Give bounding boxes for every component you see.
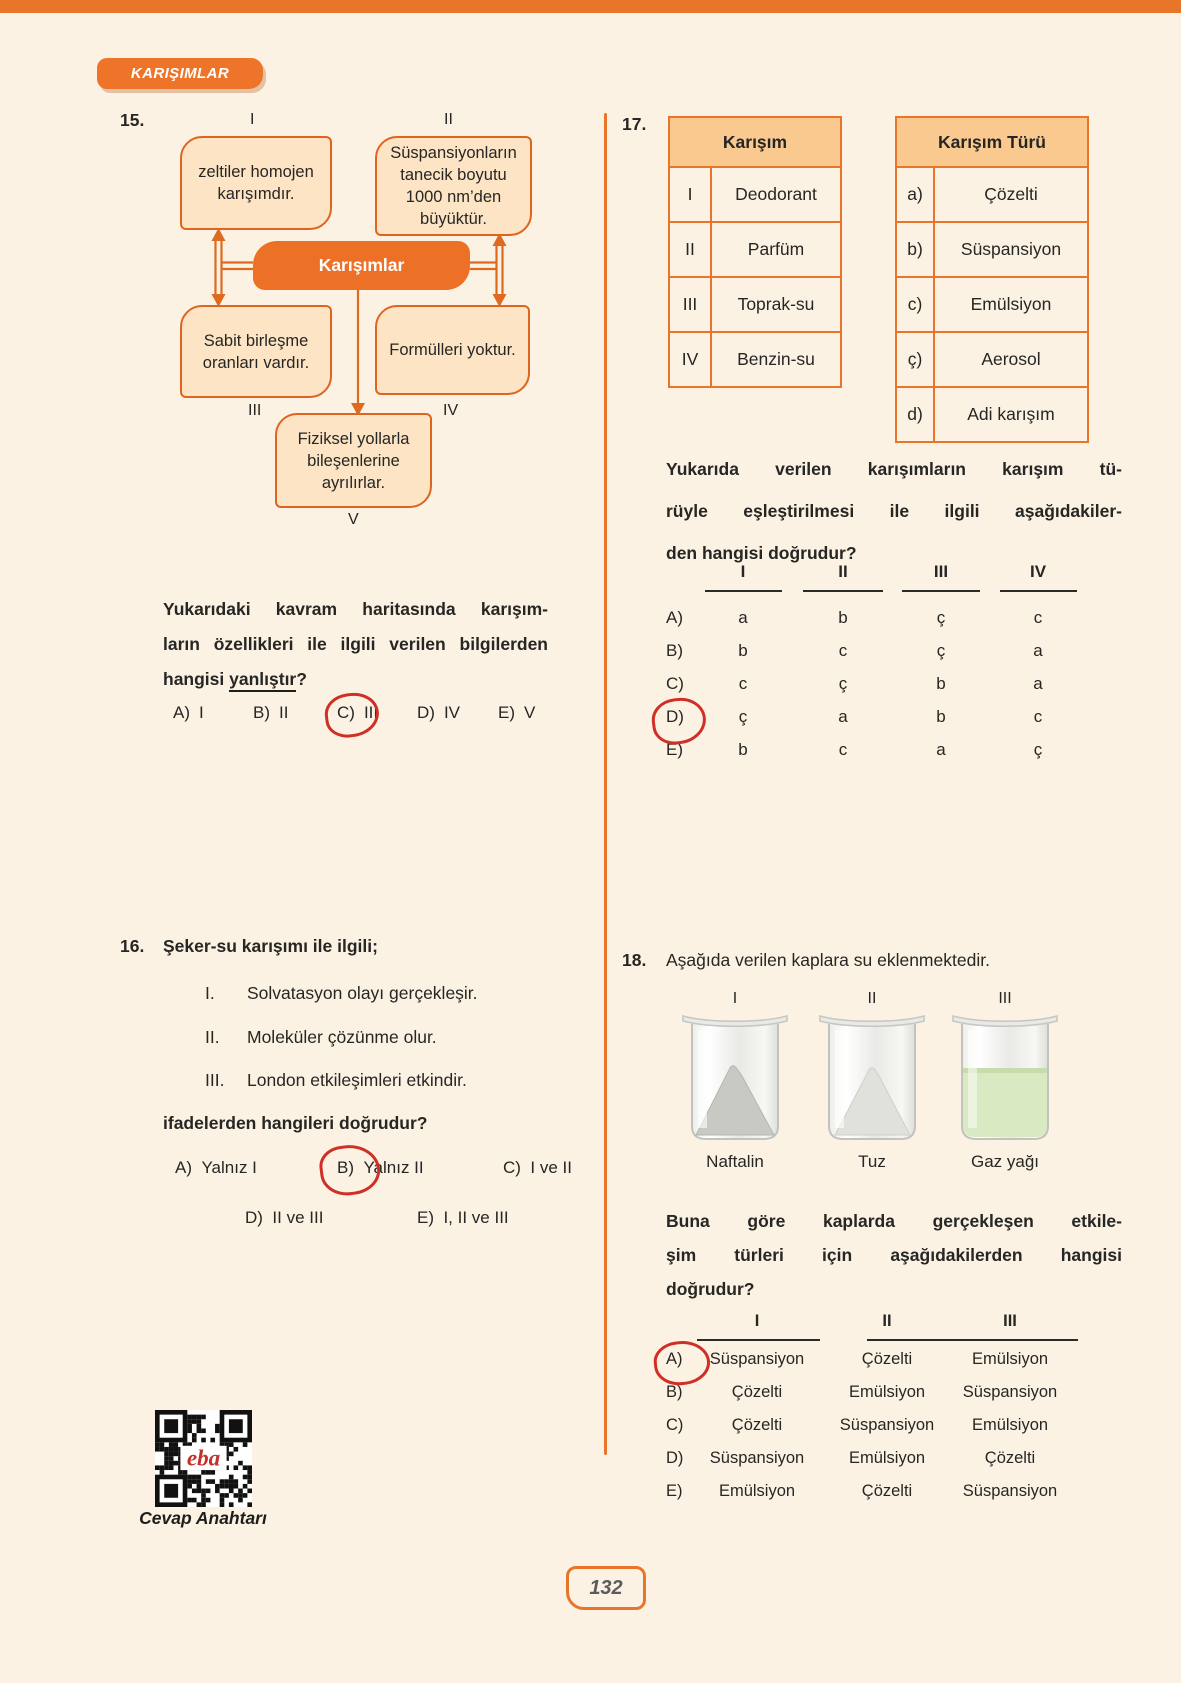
concept-node-label-2: II: [444, 111, 453, 128]
q18-option-row-a: A) Süspansiyon Çözelti Emülsiyon: [666, 1350, 1049, 1368]
q17-option-row-b: B) b c ç a: [666, 641, 1043, 660]
q18-option-row-e: E) Emülsiyon Çözelti Süspansiyon: [666, 1482, 1058, 1500]
q16-question-text: ifadelerden hangileri doğrudur?: [163, 1113, 428, 1133]
q15-option-e: E) V: [498, 703, 536, 722]
q18-question-text: Buna göre kaplarda gerçekleşen etkile- şim türleri için aşağıdakilerden hangisi doğrudur?: [666, 1211, 1122, 1299]
answer-key-label: Cevap Anahtarı: [139, 1508, 267, 1528]
beaker-glass-icon: [812, 1012, 932, 1148]
q16-block: 16. Şeker-su karışımı ile ilgili; I. Solvatasyon olayı gerçekleşir. II. Moleküler çözünme olur. III. London etkileşimleri etkindir. ifadelerden hangileri doğrudur? A) Yalnız I B) Yalnız II C) I ve II D) II ve III E) I, II ve III: [120, 936, 572, 1227]
concept-node-label-1: I: [250, 111, 255, 128]
table-row: a) Çözelti: [897, 168, 1087, 221]
beaker-substance-3: Gaz yağı: [970, 1152, 1040, 1171]
q17-option-row-c: C) c ç b a: [666, 674, 1043, 693]
chapter-tab-label: KARIŞIMLAR: [130, 65, 230, 82]
concept-node-label-4: IV: [443, 402, 459, 419]
q17-answer-matrix: I II III IV A) a b ç c B) b c ç a C) c ç b a D) ç a b c E) b c a ç: [666, 562, 1086, 772]
concept-node-1: zeltiler homojen karışımdır.: [180, 136, 332, 230]
q17-table-karisim: [668, 116, 842, 388]
q15-underlined-word: yanlıştır: [229, 669, 296, 692]
column-underline: [697, 1339, 820, 1341]
q15-options: [173, 703, 563, 743]
table-row: IV Benzin-su: [670, 331, 840, 386]
q17-option-row-a: A) a b ç c: [666, 608, 1043, 627]
q15-concept-map: [155, 113, 550, 533]
q15-option-c: C) III: [337, 703, 379, 722]
q16-option-e: E) I, II ve III: [417, 1208, 509, 1227]
q17-table-karisim-turu: [895, 116, 1089, 443]
beaker-label-1: I: [732, 990, 738, 1007]
q15-number: 15.: [120, 110, 145, 130]
column-divider: [604, 113, 607, 1455]
q18-option-row-c: C) Çözelti Süspansiyon Emülsiyon: [666, 1416, 1049, 1434]
qr-code: [155, 1410, 252, 1507]
q16-option-c: C) I ve II: [503, 1158, 572, 1177]
table-row: II Parfüm: [670, 221, 840, 276]
beaker-substance-1: Naftalin: [706, 1152, 764, 1171]
concept-map-root: Karışımlar: [253, 241, 470, 290]
beaker-glass-icon: [945, 1012, 1065, 1148]
q18-beakers: [660, 990, 1080, 1185]
chapter-tab: [97, 58, 263, 89]
q15-question-line3: hangisi yanlıştır?: [163, 662, 548, 697]
table-row: I Deodorant: [670, 168, 840, 221]
column-underline: [803, 590, 883, 592]
q16-option-d: D) II ve III: [245, 1208, 324, 1227]
column-underline: [1000, 590, 1077, 592]
q15-option-b: B) II: [253, 703, 289, 722]
table-row: b) Süspansiyon: [897, 221, 1087, 276]
q15-question-line1: Yukarıdaki kavram haritasında karışım-: [163, 599, 548, 619]
q16-option-a: A) Yalnız I: [175, 1158, 257, 1177]
q17-option-row-e: E) b c a ç: [666, 740, 1043, 759]
q18-number: 18.: [622, 950, 647, 970]
q15-option-d: D) IV: [417, 703, 461, 722]
table-row: ç) Aerosol: [897, 331, 1087, 386]
column-underline: [957, 1339, 1078, 1341]
concept-node-3: Sabit birleşme oranları vardır.: [180, 305, 332, 398]
q18-intro: Aşağıda verilen kaplara su eklenmektedir.: [666, 950, 990, 970]
q16-option-b: B) Yalnız II: [337, 1158, 424, 1177]
table-row: c) Emülsiyon: [897, 276, 1087, 331]
q17-table-karisim-header: Karışım: [670, 118, 840, 168]
page-number: 132: [589, 1576, 623, 1599]
concept-node-5: Fiziksel yollarla bileşenlerine ayrılırlar.: [275, 413, 432, 508]
q15-option-a: A) I: [173, 703, 204, 722]
q16-title: Şeker-su karışımı ile ilgili;: [163, 936, 378, 956]
beaker-tuz: [812, 990, 932, 1172]
q17-option-row-d: D) ç a b c: [666, 707, 1043, 726]
q15-question-text: [163, 592, 548, 697]
page-top-accent-bar: [0, 0, 1181, 13]
beaker-glass-icon: [675, 1012, 795, 1148]
column-underline: [705, 590, 782, 592]
page-number-badge: [566, 1566, 646, 1610]
eba-logo: eba: [186, 1444, 221, 1471]
q15-question-line2: ların özellikleri ile ilgili verilen bilgilerden: [163, 634, 548, 654]
q18-answer-matrix: I II III A) Süspansiyon Çözelti Emülsiyon B) Çözelti Emülsiyon Süspansiyon C) Çözelti Süspansiyon Emülsiyon D) Süspansiyon Emülsiyon Çözelti E) Emülsiyon Çözelti Süspansiyon: [666, 1312, 1086, 1512]
column-underline: [902, 590, 980, 592]
beaker-gaz-yagi: [945, 990, 1065, 1172]
concept-node-label-3: III: [248, 402, 262, 419]
q17-table-turu-header: Karışım Türü: [897, 118, 1087, 168]
beaker-naftalin: [675, 990, 795, 1172]
qr-code-icon: [155, 1410, 252, 1507]
q18-option-row-b: B) Çözelti Emülsiyon Süspansiyon: [666, 1383, 1058, 1401]
q17-question-text: Yukarıda verilen karışımların karışım tü- rüyle eşleştirilmesi ile ilgili aşağıdakiler- den hangisi doğrudur?: [666, 459, 1122, 563]
beaker-substance-2: Tuz: [858, 1152, 886, 1171]
concept-node-2: Süspansiyonların tanecik boyutu 1000 nm’den büyüktür.: [375, 136, 532, 236]
q16-number: 16.: [120, 936, 145, 956]
concept-node-label-5: V: [348, 511, 359, 528]
table-row: III Toprak-su: [670, 276, 840, 331]
q18-option-row-d: D) Süspansiyon Emülsiyon Çözelti: [666, 1449, 1036, 1467]
q17-number: 17.: [622, 114, 647, 134]
table-row: d) Adi karışım: [897, 386, 1087, 441]
beaker-label-3: III: [998, 990, 1012, 1007]
beaker-label-2: II: [867, 990, 877, 1007]
concept-node-4: Formülleri yoktur.: [375, 305, 530, 395]
